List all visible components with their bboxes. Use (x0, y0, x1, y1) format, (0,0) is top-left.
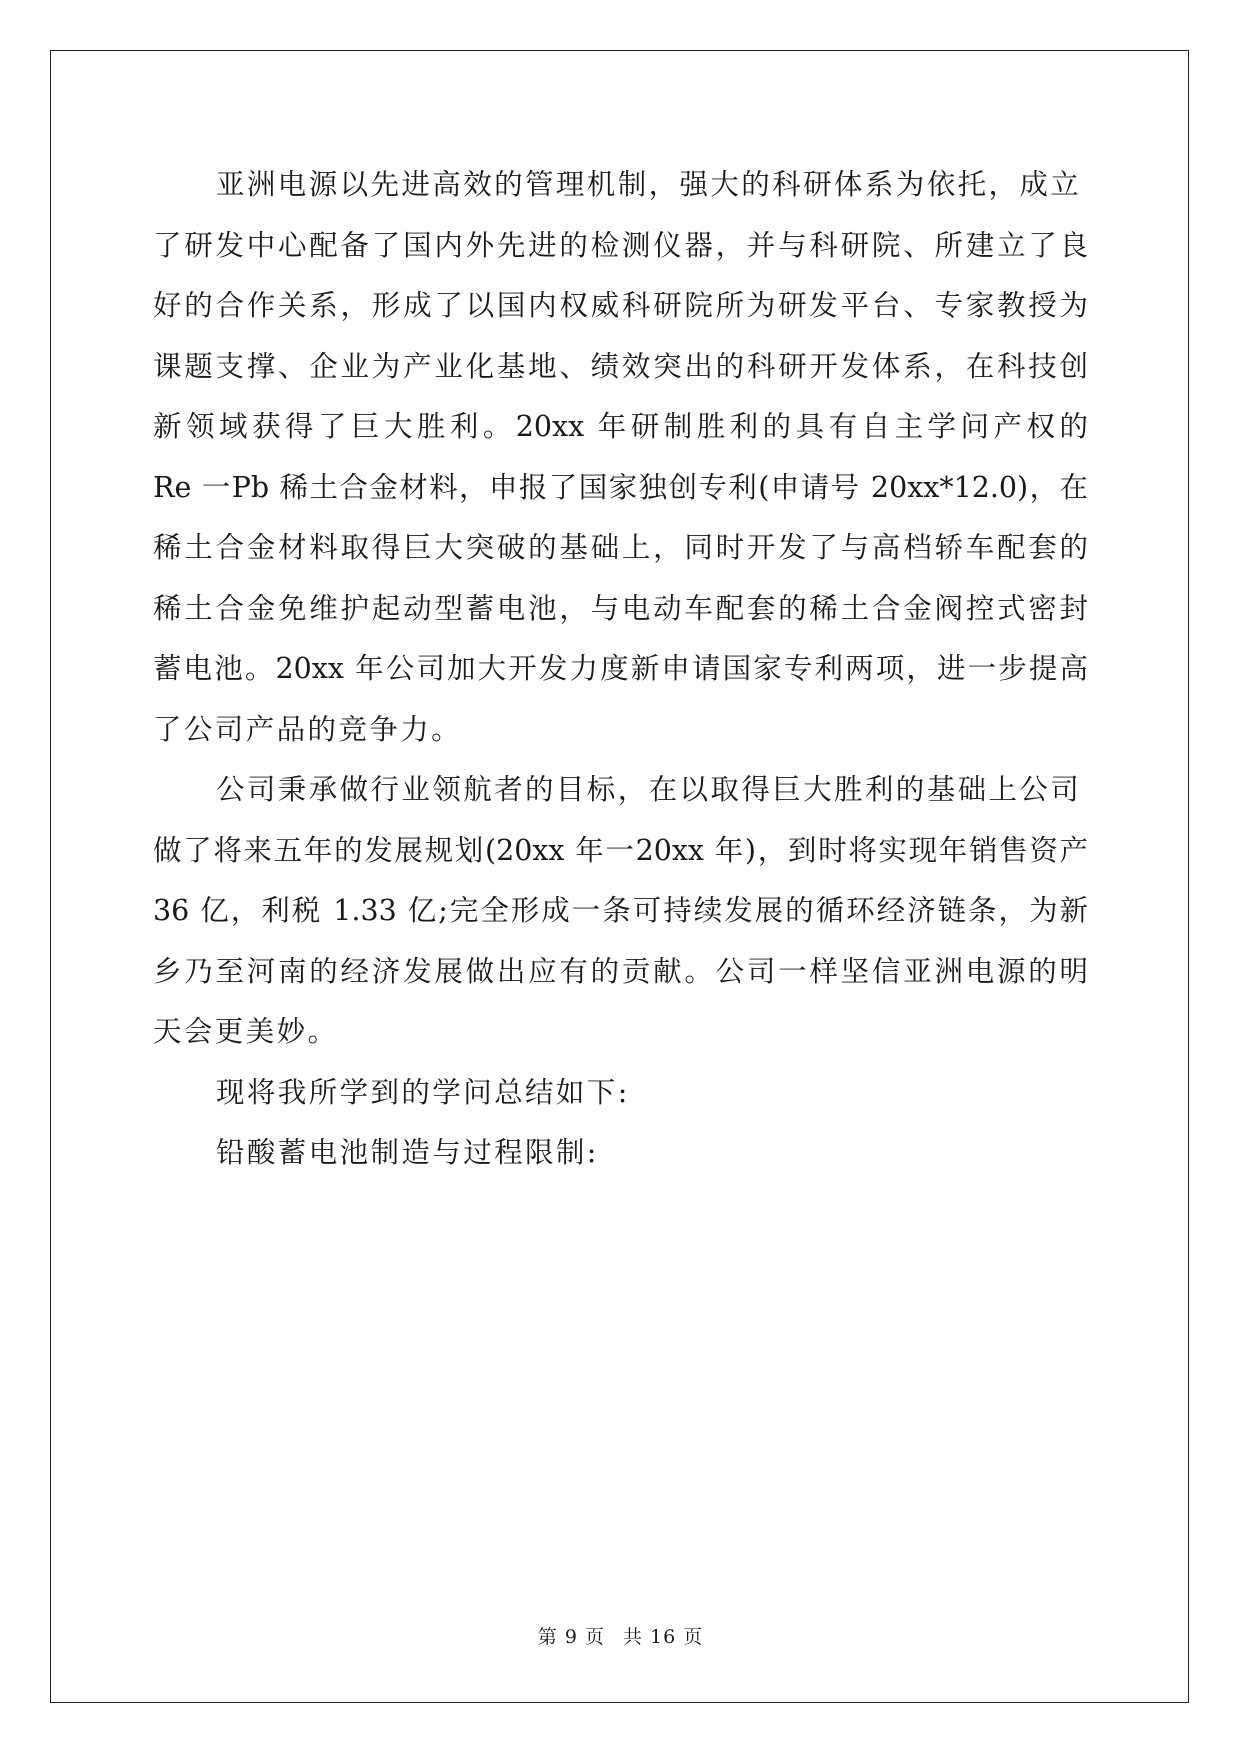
text-line: 了研发中心配备了国内外先进的检测仪器，并与科研院、所建立了良 (153, 228, 1088, 262)
page-total: 共 16 页 (622, 1626, 704, 1648)
text-line: 新领域获得了巨大胜利。20xx 年研制胜利的具有自主学问产权的 (153, 410, 1088, 443)
text-line: 公司秉承做行业领航者的目标，在以取得巨大胜利的基础上公司 (216, 773, 1082, 806)
text-line: 稀土合金材料取得巨大突破的基础上，同时开发了与高档轿车配套的 (153, 531, 1088, 564)
text-line: Re 一Pb 稀土合金材料，申报了国家独创专利(申请号 20xx*12.0)，在 (153, 470, 1088, 504)
text-line: 36 亿，利税 1.33 亿;完全形成一条可持续发展的循环经济链条，为新 (153, 894, 1088, 927)
text-line: 了公司产品的竞争力。 (153, 712, 463, 746)
document-body (153, 155, 1088, 1184)
text-line: 天会更美妙。 (153, 1015, 339, 1048)
text-line: 稀土合金免维护起动型蓄电池，与电动车配套的稀土合金阀控式密封 (153, 591, 1088, 625)
text-line: 铅酸蓄电池制造与过程限制: (216, 1136, 599, 1169)
text-line: 好的合作关系，形成了以国内权威科研院所为研发平台、专家教授为 (153, 289, 1088, 322)
text-line: 做了将来五年的发展规划(20xx 年一20xx 年)，到时将实现年销售资产 (153, 833, 1088, 867)
text-line: 亚洲电源以先进高效的管理机制，强大的科研体系为依托，成立 (216, 168, 1082, 201)
page-footer (0, 1622, 1241, 1649)
text-line: 蓄电池。20xx 年公司加大开发力度新申请国家专利两项，进一步提高 (153, 652, 1088, 685)
page-number: 第 9 页 (537, 1626, 605, 1648)
text-line: 课题支撑、企业为产业化基地、绩效突出的科研开发体系，在科技创 (153, 349, 1088, 383)
text-line: 现将我所学到的学问总结如下: (216, 1075, 630, 1109)
text-line: 乡乃至河南的经济发展做出应有的贡献。公司一样坚信亚洲电源的明 (153, 954, 1088, 988)
